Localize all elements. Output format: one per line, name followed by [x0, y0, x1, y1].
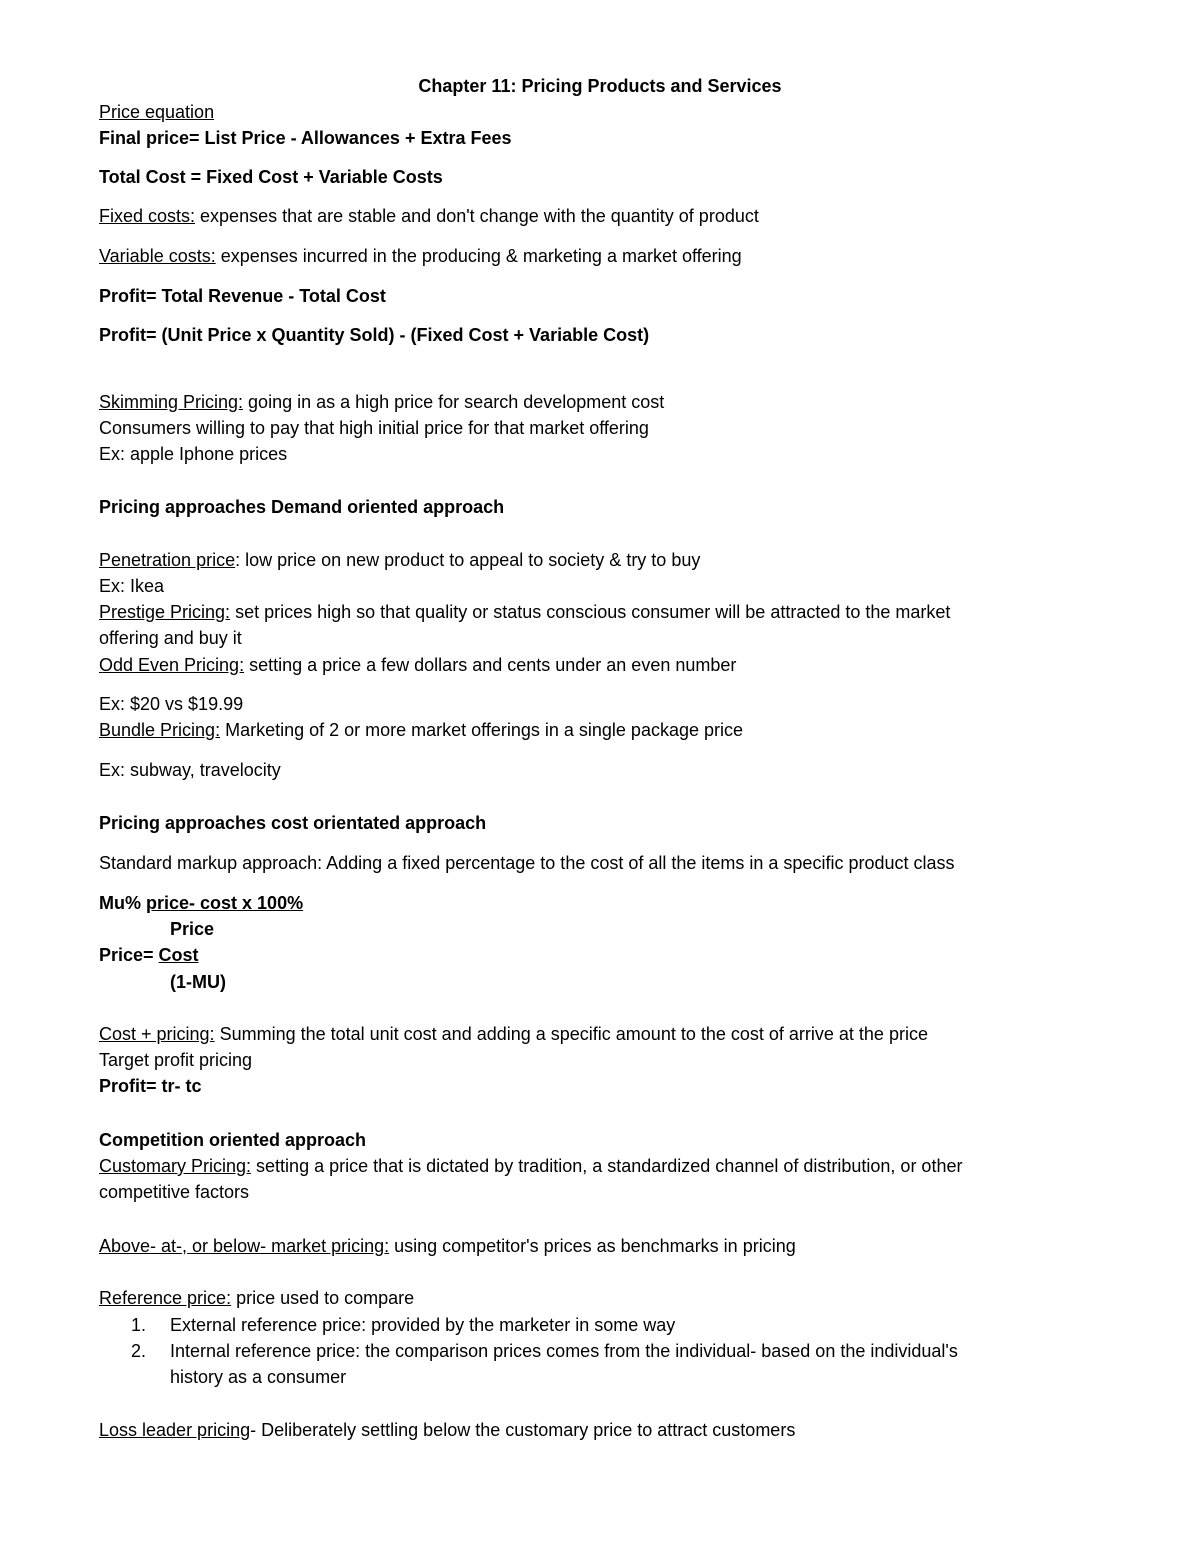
variable-costs-line [99, 245, 742, 267]
variable-costs-definition: expenses incurred in the producing & marketing a market offering [215, 246, 742, 266]
customary-definition: setting a price that is dictated by tradition, a standardized channel of distribution, or other [251, 1156, 963, 1176]
total-cost-formula: Total Cost = Fixed Cost + Variable Costs [99, 167, 443, 187]
fixed-costs-definition: expenses that are stable and don't change with the quantity of product [195, 206, 759, 226]
bundle-example: Ex: subway, travelocity [99, 760, 281, 780]
profit-formula-2: Profit= (Unit Price x Quantity Sold) - (Fixed Cost + Variable Cost) [99, 325, 650, 345]
loss-leader-definition: - Deliberately settling below the customary price to attract customers [250, 1420, 796, 1440]
profit-tr-tc-formula: Profit= tr- tc [99, 1076, 202, 1096]
markup-numerator: price- cost x 100% [146, 893, 304, 913]
list-item: External reference price: provided by the marketer in some way [170, 1315, 676, 1335]
skimming-line [99, 391, 664, 413]
price-numerator: Cost [158, 945, 199, 965]
above-at-below-definition: using competitor's prices as benchmarks in pricing [389, 1236, 796, 1256]
bundle-definition: Marketing of 2 or more market offerings in a single package price [220, 720, 744, 740]
cost-plus-definition: Summing the total unit cost and adding a specific amount to the cost of arrive at the price [214, 1024, 928, 1044]
final-price-formula: Final price= List Price - Allowances + Extra Fees [99, 128, 512, 148]
target-profit-line: Target profit pricing [99, 1050, 253, 1070]
price-formula [99, 944, 199, 966]
customary-term: Customary Pricing: [99, 1156, 252, 1176]
skimming-line-2: Consumers willing to pay that high initial price for that market offering [99, 418, 649, 438]
penetration-line [99, 549, 700, 571]
loss-leader-line [99, 1419, 795, 1441]
skimming-example: Ex: apple Iphone prices [99, 444, 288, 464]
price-label: Price= [99, 945, 159, 965]
prestige-line [99, 601, 950, 623]
skimming-definition: going in as a high price for search development cost [243, 392, 665, 412]
list-number: 1. [131, 1315, 147, 1335]
profit-formula-1: Profit= Total Revenue - Total Cost [99, 286, 386, 306]
bundle-line [99, 719, 743, 741]
price-equation-heading: Price equation [99, 102, 215, 122]
demand-heading: Pricing approaches Demand oriented approach [99, 497, 505, 517]
odd-even-example: Ex: $20 vs $19.99 [99, 694, 244, 714]
loss-leader-term: Loss leader pricing [99, 1420, 251, 1440]
prestige-term: Prestige Pricing: [99, 602, 231, 622]
fixed-costs-term: Fixed costs: [99, 206, 196, 226]
cost-heading: Pricing approaches cost orientated approach [99, 813, 487, 833]
list-item: Internal reference price: the comparison prices comes from the individual- based on the individual's [170, 1341, 958, 1361]
reference-price-definition: price used to compare [231, 1288, 415, 1308]
reference-price-line [99, 1287, 414, 1309]
prestige-definition: set prices high so that quality or status conscious consumer will be attracted to the market [230, 602, 951, 622]
odd-even-definition: setting a price a few dollars and cents under an even number [244, 655, 737, 675]
markup-formula [99, 892, 303, 914]
penetration-term: Penetration price [99, 550, 236, 570]
odd-even-line [99, 654, 736, 676]
above-at-below-term: Above- at-, or below- market pricing: [99, 1236, 390, 1256]
odd-even-term: Odd Even Pricing: [99, 655, 245, 675]
above-at-below-line [99, 1235, 796, 1257]
list-item-continuation: history as a consumer [170, 1367, 347, 1387]
skimming-term: Skimming Pricing: [99, 392, 244, 412]
cost-plus-term: Cost + pricing: [99, 1024, 215, 1044]
reference-price-term: Reference price: [99, 1288, 232, 1308]
cost-plus-line [99, 1023, 928, 1045]
competition-heading: Competition oriented approach [99, 1130, 367, 1150]
variable-costs-term: Variable costs: [99, 246, 216, 266]
standard-markup-line: Standard markup approach: Adding a fixed percentage to the cost of all the items in a specific product class [99, 853, 955, 873]
prestige-line-2: offering and buy it [99, 628, 242, 648]
customary-line [99, 1155, 962, 1177]
markup-label: Mu% [99, 893, 146, 913]
price-denominator: (1-MU) [170, 972, 226, 992]
markup-denominator: Price [170, 919, 215, 939]
penetration-example: Ex: Ikea [99, 576, 165, 596]
penetration-definition: : low price on new product to appeal to society & try to buy [235, 550, 701, 570]
fixed-costs-line [99, 205, 759, 227]
page-title: Chapter 11: Pricing Products and Services [418, 76, 782, 96]
customary-line-2: competitive factors [99, 1182, 250, 1202]
bundle-term: Bundle Pricing: [99, 720, 221, 740]
list-number: 2. [131, 1341, 147, 1361]
